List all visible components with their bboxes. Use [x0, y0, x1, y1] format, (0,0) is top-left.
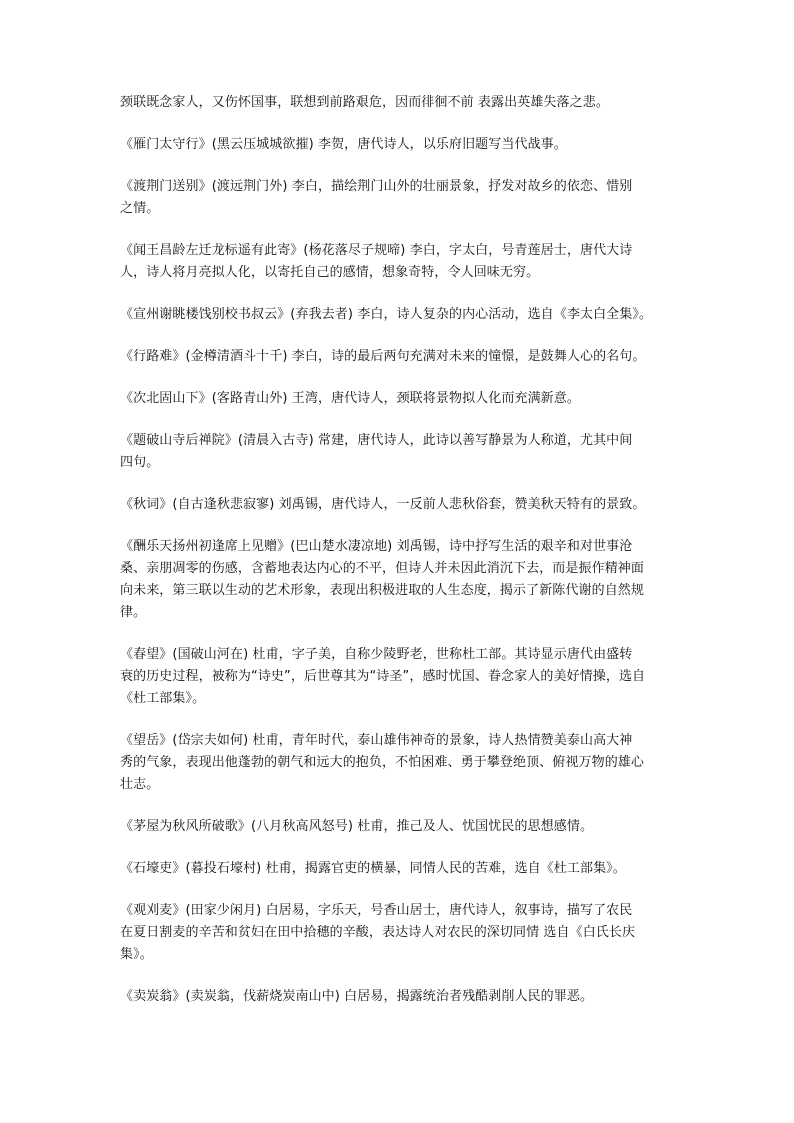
paragraph: 《闻王昌龄左迁龙标遥有此寄》(杨花落尽子规啼) 李白，字太白，号青莲居士，唐代大诗 人，诗人将月亮拟人化，以寄托自己的感情，想象奇特，令人回味无穷。 — [120, 243, 633, 280]
paragraph: 《渡荆门送别》(渡远荆门外) 李白，描绘荆门山外的壮丽景象，抒发对故乡的依恋、惜别 之情。 — [120, 179, 633, 216]
paragraph: 《观刈麦》(田家少闲月) 白居易，字乐天，号香山居士，唐代诗人，叙事诗，描写了农民 在夏日割麦的辛苦和贫妇在田中拾穗的辛酸，表达诗人对农民的深切同情 选自《白氏长庆 集》。 — [120, 903, 636, 962]
paragraph: 《望岳》(岱宗夫如何) 杜甫，青年时代，泰山雄伟神奇的景象，诗人热情赞美泰山高大神 秀的气象，表现出他蓬勃的朝气和远大的抱负，不怕困难、勇于攀登绝顶、俯视万物的雄心 壮志。 — [120, 733, 645, 792]
paragraph: 《春望》(国破山河在) 杜甫，字子美，自称少陵野老，世称杜工部。其诗显示唐代由盛转 衰的历史过程，被称为“诗史”，后世尊其为“诗圣”，感时忧国、眷念家人的美好情操，选自 《杜工部集》。 — [120, 647, 646, 706]
paragraph: 《酬乐天扬州初逢席上见赠》(巴山楚水凄凉地) 刘禹锡，诗中抒写生活的艰辛和对世事沧 桑、亲朋凋零的伤感，含蓄地表达内心的不平，但诗人并未因此消沉下去，而是振作精神面 向未来，第三联以生动的艺术形象，表现出积极进取的人生态度，揭示了新陈代谢的自然规 律。 — [120, 539, 645, 620]
paragraph: 《题破山寺后禅院》(清晨入古寺) 常建，唐代诗人，此诗以善写静景为人称道，尤其中间 四句。 — [120, 433, 633, 470]
paragraph: 《雁门太守行》(黑云压城城欲摧) 李贺，唐代诗人，以乐府旧题写当代战事。 — [120, 137, 567, 152]
paragraph: 《茅屋为秋风所破歌》(八月秋高风怒号) 杜甫，推己及人、忧国忧民的思想感情。 — [120, 819, 594, 834]
paragraph: 《次北固山下》(客路青山外) 王湾，唐代诗人，颈联将景物拟人化而充满新意。 — [120, 391, 580, 406]
paragraph: 《卖炭翁》(卖炭翁，伐薪烧炭南山中) 白居易，揭露统治者残酷剥削人民的罪恶。 — [120, 989, 594, 1004]
document-page — [120, 92, 700, 1028]
paragraph: 《秋词》(自古逢秋悲寂寥) 刘禹锡，唐代诗人，一反前人悲秋俗套，赞美秋天特有的景致。 — [120, 497, 646, 512]
paragraph: 《行路难》(金樽清酒斗十千) 李白，诗的最后两句充满对未来的憧憬，是鼓舞人心的名句。 — [120, 349, 646, 364]
paragraph: 颈联既念家人，又伤怀国事，联想到前路艰危，因而徘徊不前 表露出英雄失落之悲。 — [120, 95, 609, 110]
paragraph: 《宣州谢眺楼饯别校书叔云》(弃我去者) 李白，诗人复杂的内心活动，选自《李太白全集》。 — [120, 307, 653, 322]
paragraph: 《石壕吏》(暮投石壕村) 杜甫，揭露官吏的横暴，同情人民的苦难，选自《杜工部集》。 — [120, 861, 626, 876]
